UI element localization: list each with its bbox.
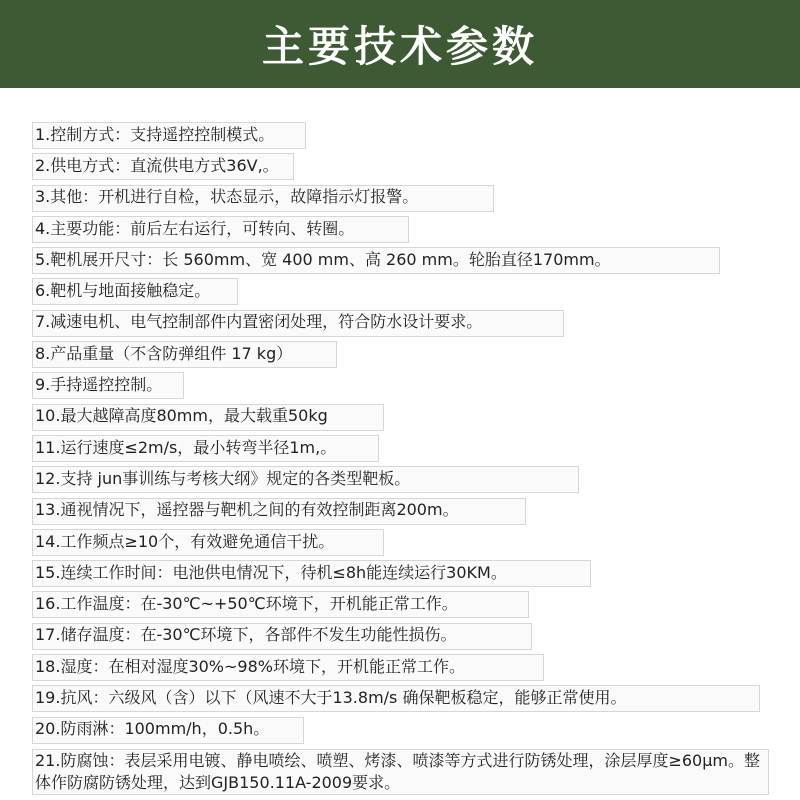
spec-item-text: 15.连续工作时间：电池供电情况下，待机≤8h能连续运行30KM。	[35, 562, 507, 582]
spec-item-text: 12.支持 jun事训练与考核大纲》规定的各类型靶板。	[35, 468, 411, 488]
spec-item	[32, 244, 800, 275]
spec-item	[32, 651, 800, 682]
spec-item-text: 6.靶机与地面接触稳定。	[35, 281, 211, 301]
spec-item-text: 14.工作频点≥10个，有效避免通信干扰。	[35, 531, 335, 551]
spec-item	[32, 150, 800, 181]
spec-item	[32, 213, 800, 244]
spec-item-text: 18.湿度：在相对湿度30%~98%环境下，开机能正常工作。	[35, 656, 465, 676]
spec-item-text: 20.防雨淋：100mm/h，0.5h。	[35, 719, 270, 739]
spec-item	[32, 401, 800, 432]
spec-item-text: 16.工作温度：在-30℃~+50℃环境下，开机能正常工作。	[35, 594, 458, 614]
spec-item-text: 8.产品重量（不含防弹组件 17 kg）	[35, 343, 293, 363]
page-title: 主要技术参数	[261, 22, 538, 71]
spec-item-text: 17.储存温度：在-30℃环境下，各部件不发生功能性损伤。	[35, 625, 457, 645]
spec-item	[32, 747, 772, 794]
spec-item	[32, 495, 800, 526]
spec-item-text: 13.通视情况下，遥控器与靶机之间的有效控制距离200m。	[35, 500, 459, 520]
spec-item-text: 19.抗风：六级风（含）以下（风速不大于13.8m/s 确保靶板稳定，能够正常使用。	[35, 687, 627, 707]
spec-item-text: 3.其他：开机进行自检，状态显示，故障指示灯报警。	[35, 187, 419, 207]
spec-item	[32, 557, 800, 588]
spec-item	[32, 526, 800, 557]
spec-item-text: 5.靶机展开尺寸：长 560mm、宽 400 mm、高 260 mm。轮胎直径170mm。	[35, 249, 611, 269]
spec-item	[32, 463, 800, 494]
spec-item	[32, 682, 800, 713]
spec-item-text: 4.主要功能：前后左右运行，可转向、转圈。	[35, 218, 355, 238]
spec-item	[32, 369, 800, 400]
spec-item-text: 1.控制方式：支持遥控控制模式。	[35, 124, 275, 144]
spec-item-text: 11.运行速度≤2m/s，最小转弯半径1m,。	[35, 437, 337, 457]
spec-item-text: 7.减速电机、电气控制部件内置密闭处理，符合防水设计要求。	[35, 312, 483, 332]
spec-item-text: 2.供电方式：直流供电方式36V,。	[35, 155, 279, 175]
spec-list	[0, 119, 800, 794]
spec-item-text: 10.最大越障高度80mm，最大载重50kg	[35, 406, 328, 426]
spec-item-text: 9.手持遥控控制。	[35, 375, 163, 395]
spec-item	[32, 119, 800, 150]
spec-item-text: 21.防腐蚀：表层采用电镀、静电喷绘、喷塑、烤漆、喷漆等方式进行防锈处理，涂层厚度≥60μm。整体作防腐防锈处理，达到GJB150.11A-2009要求。	[35, 750, 760, 792]
header-banner	[0, 0, 800, 88]
spec-item	[32, 588, 800, 619]
spec-item	[32, 182, 800, 213]
spec-item	[32, 338, 800, 369]
spec-item	[32, 307, 800, 338]
spec-item	[32, 432, 800, 463]
spec-item	[32, 714, 800, 745]
spec-item	[32, 620, 800, 651]
spec-item	[32, 275, 800, 306]
